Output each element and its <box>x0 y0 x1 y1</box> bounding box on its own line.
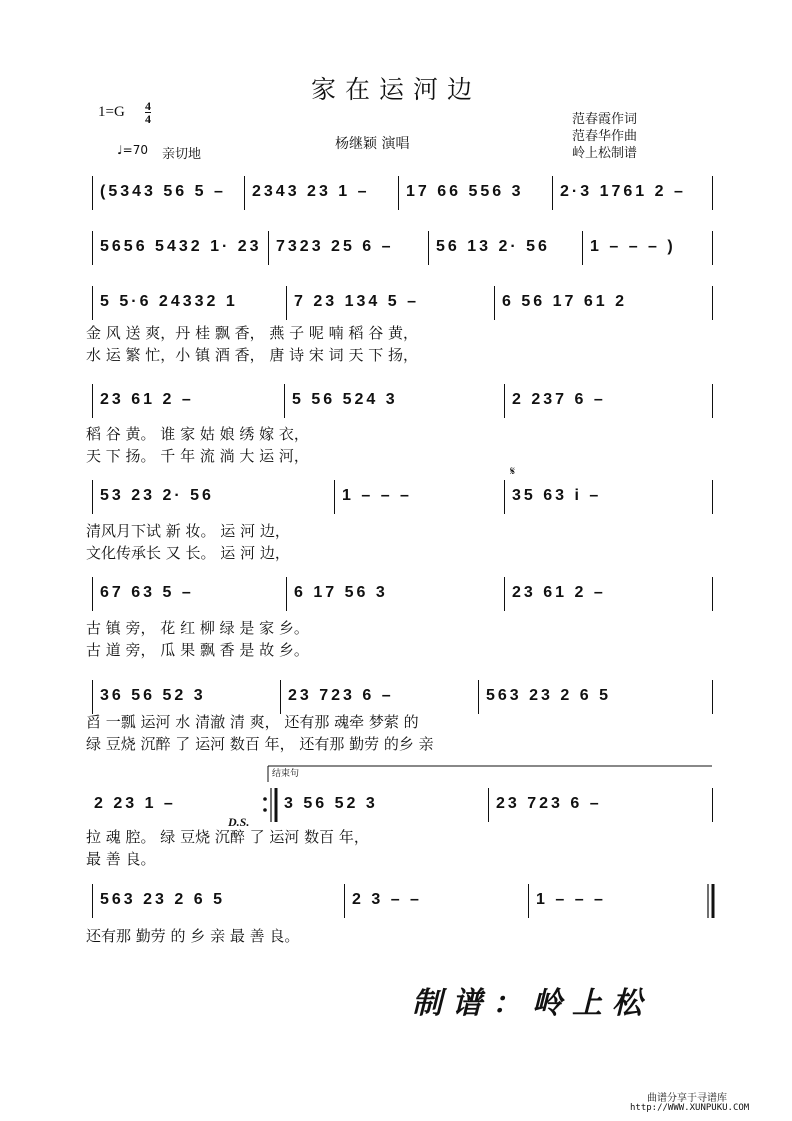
watermark-text: 曲谱分享于寻谱库 <box>647 1093 727 1104</box>
measure-notes: 3 56 52 3 <box>284 795 378 812</box>
lyric-line-2: 文化传承长 又 长。 运 河 边， <box>86 544 290 562</box>
key-signature: 1=G <box>98 104 125 120</box>
tempo-mark: ♩=70 <box>117 143 148 157</box>
bar-line <box>712 286 713 320</box>
bar-line <box>92 286 93 320</box>
bar-line <box>92 384 93 418</box>
lyric-line-2: 天 下 扬。 千 年 流 淌 大 运 河， <box>86 447 309 465</box>
measure-notes: 563 23 2 6 5 <box>100 891 225 908</box>
bar-line <box>244 176 245 210</box>
lyric-line-2: 绿 豆烧 沉醉 了 运河 数百 年， 还有那 勤劳 的乡 亲 <box>86 735 434 753</box>
lyric-line-1: 还有那 勤劳 的 乡 亲 最 善 良。 <box>86 927 300 945</box>
measure-notes: 67 63 5 – <box>100 584 194 601</box>
measure-notes: 1 – – – <box>536 891 606 908</box>
measure-notes: 17 66 556 3 <box>406 183 524 200</box>
measure-notes: 53 23 2· 56 <box>100 487 214 504</box>
measure-notes: 35 63 i – <box>512 487 602 504</box>
bar-line <box>712 176 713 210</box>
measure-notes: 7 23 134 5 – <box>294 293 419 310</box>
measure-notes: 56 13 2· 56 <box>436 238 550 255</box>
bar-line <box>92 577 93 611</box>
measure-notes: 5 5·6 24332 1 <box>100 293 238 310</box>
song-title: 家在运河边 <box>310 75 481 104</box>
bar-line <box>92 176 93 210</box>
lyric-line-1: 古 镇 旁， 花 红 柳 绿 是 家 乡。 <box>86 619 309 637</box>
bar-line <box>268 231 269 265</box>
watermark-url[interactable]: http://WWW.XUNPUKU.COM <box>630 1103 750 1113</box>
time-signature: 4 4 <box>145 99 151 126</box>
bar-line <box>712 788 713 822</box>
lyric-line-2: 最 善 良。 <box>86 850 156 868</box>
bar-line <box>344 884 345 918</box>
bar-line <box>504 480 505 514</box>
expression-mark: 亲切地 <box>162 147 202 162</box>
bar-line <box>92 884 93 918</box>
bar-line <box>92 680 93 714</box>
measure-notes: 2 23 1 – <box>94 795 176 812</box>
lyric-line-2: 水 运 繁 忙，小 镇 酒 香， 唐 诗 宋 词 天 下 扬， <box>86 346 418 364</box>
bar-line <box>488 788 489 822</box>
measure-notes: 23 723 6 – <box>288 687 394 704</box>
measure-notes: 36 56 52 3 <box>100 687 206 704</box>
lyric-line-1: 拉 魂 腔。 绿 豆烧 沉醉 了 运河 数百 年， <box>86 828 369 846</box>
composer-credits: 范春霞作词 范春华作曲 岭上松制谱 <box>572 112 638 161</box>
bar-line <box>552 176 553 210</box>
bar-line <box>712 480 713 514</box>
measure-notes: 23 61 2 – <box>100 391 194 408</box>
dal-segno-mark: D.S. <box>228 815 250 829</box>
measure-notes: 2 3 – – <box>352 891 422 908</box>
measure-notes: 5 56 524 3 <box>292 391 398 408</box>
bar-line <box>712 680 713 714</box>
bar-line <box>528 884 529 918</box>
singer-credit: 杨继颖 演唱 <box>335 136 410 152</box>
bar-line <box>398 176 399 210</box>
bar-line <box>428 231 429 265</box>
segno-mark: 𝄋 <box>510 464 516 478</box>
bar-line <box>582 231 583 265</box>
measure-notes: 23 61 2 – <box>512 584 606 601</box>
lyric-line-1: 舀 一瓢 运河 水 清澈 清 爽， 还有那 魂牵 梦萦 的 <box>86 713 419 731</box>
bar-line <box>712 231 713 265</box>
measure-notes: 1 – – – <box>342 487 412 504</box>
bar-line <box>712 577 713 611</box>
measure-notes: 563 23 2 6 5 <box>486 687 611 704</box>
bar-line <box>334 480 335 514</box>
measure-notes: 6 56 17 61 2 <box>502 293 627 310</box>
signature-handwriting: 制谱：岭上松 <box>412 986 652 1021</box>
coda-label: 结束句 <box>272 769 300 779</box>
lyric-line-1: 金 风 送 爽，丹 桂 飘 香， 燕 子 呢 喃 稻 谷 黄， <box>86 324 418 342</box>
measure-notes: 1 – – – ) <box>590 238 676 255</box>
bar-line <box>494 286 495 320</box>
measure-notes: 7323 25 6 – <box>276 238 394 255</box>
bar-line <box>712 384 713 418</box>
bar-line <box>286 286 287 320</box>
bar-line <box>504 577 505 611</box>
measure-notes: 2·3 1761 2 – <box>560 183 686 200</box>
bar-line <box>92 231 93 265</box>
lyric-line-1: 稻 谷 黄。 谁 家 姑 娘 绣 嫁 衣， <box>86 425 309 443</box>
bar-line <box>286 577 287 611</box>
lyric-line-1: 清风月下试 新 妆。 运 河 边， <box>86 522 290 540</box>
measure-notes: 2 237 6 – <box>512 391 606 408</box>
measure-notes: 23 723 6 – <box>496 795 602 812</box>
measure-notes: (5343 56 5 – <box>100 183 226 200</box>
bar-line <box>284 384 285 418</box>
bar-line <box>280 680 281 714</box>
measure-notes: 6 17 56 3 <box>294 584 388 601</box>
lyric-line-2: 古 道 旁， 瓜 果 飘 香 是 故 乡。 <box>86 641 309 659</box>
measure-notes: 2343 23 1 – <box>252 183 370 200</box>
measure-notes: 5656 5432 1· 23 <box>100 238 262 255</box>
bar-line <box>504 384 505 418</box>
bar-line <box>92 480 93 514</box>
bar-line <box>478 680 479 714</box>
